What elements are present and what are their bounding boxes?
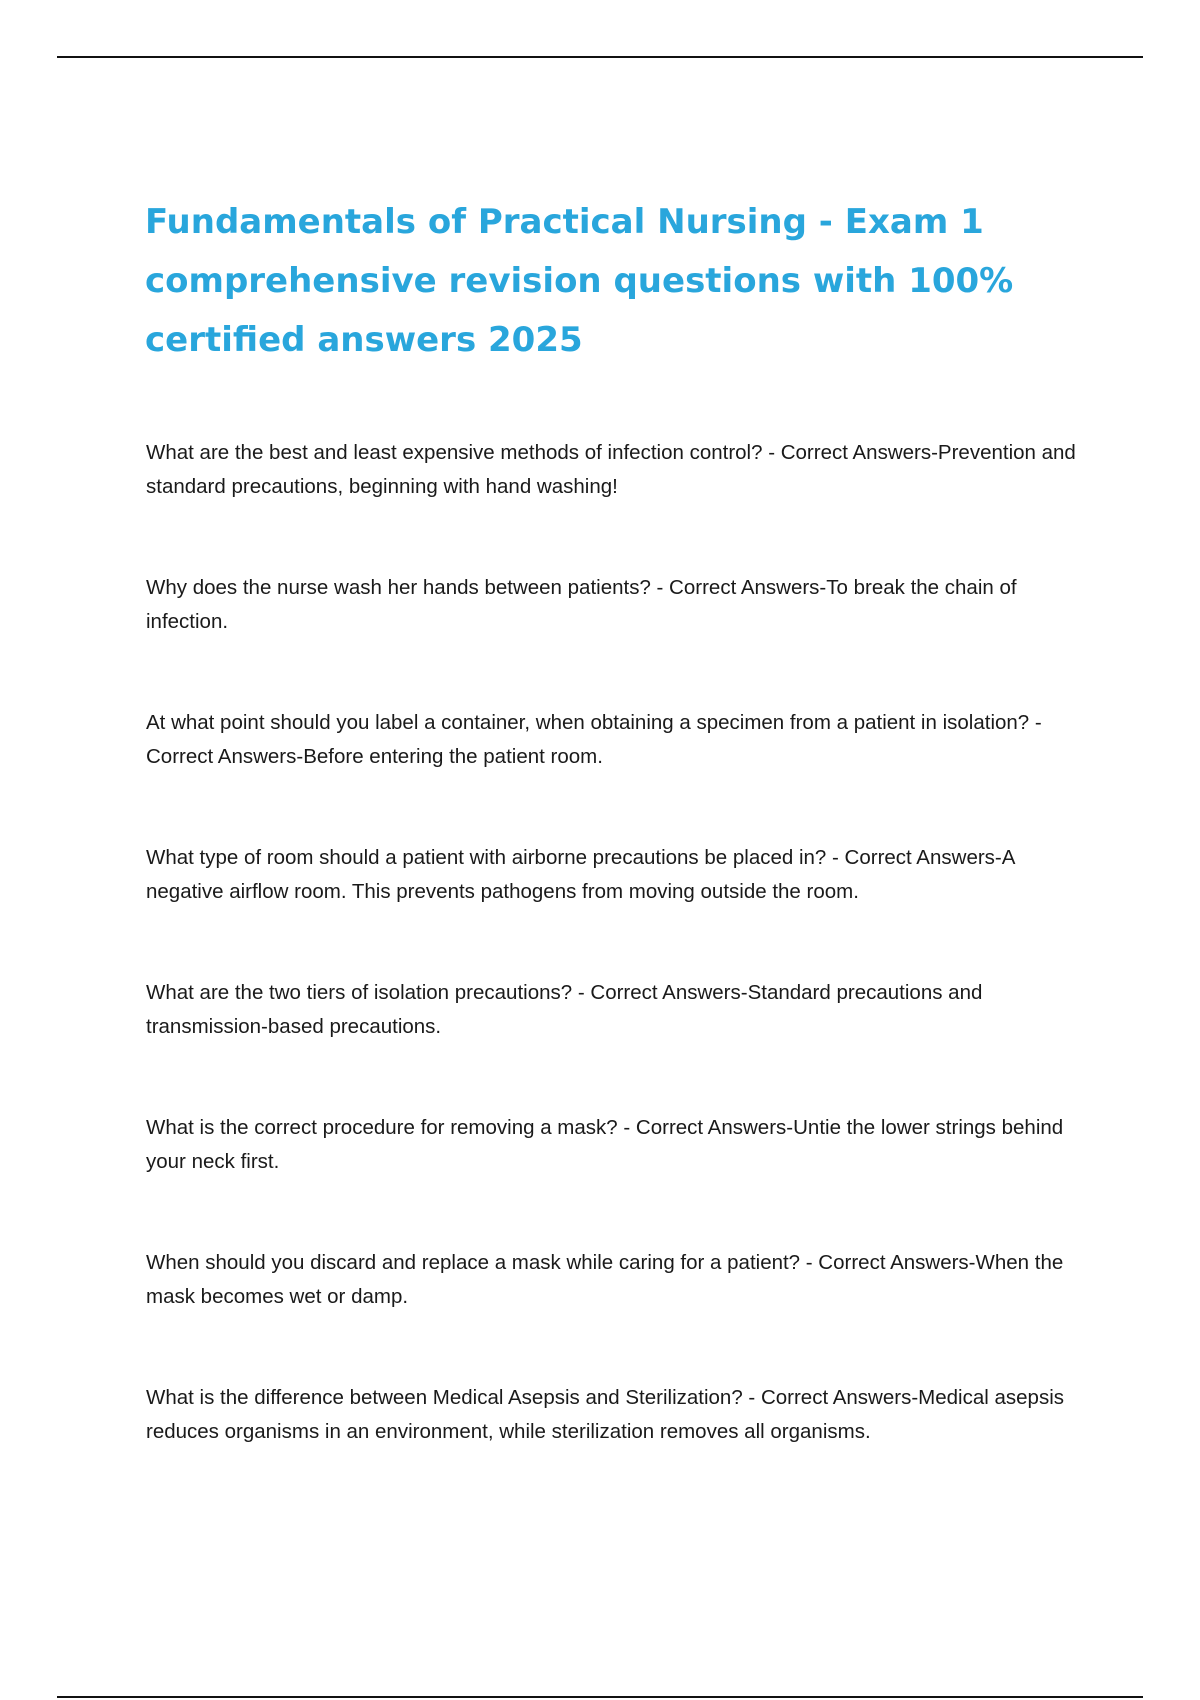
bottom-rule <box>57 1696 1143 1698</box>
qa-list <box>146 436 1096 1516</box>
qa-item-8: What is the difference between Medical Asepsis and Sterilization? - Correct Answers-Medical asepsis reduces organisms in an environment, while sterilization removes all organisms. <box>146 1386 1064 1443</box>
document-title: Fundamentals of Practical Nursing - Exam 1 comprehensive revision questions with 100% certified answers 2025 <box>145 202 1014 360</box>
qa-item-3: At what point should you label a container, when obtaining a specimen from a patient in isolation? - Correct Answers-Before entering the patient room. <box>146 711 1042 768</box>
top-rule <box>57 56 1143 58</box>
qa-item-2: Why does the nurse wash her hands between patients? - Correct Answers-To break the chain of infection. <box>146 576 1017 633</box>
qa-item-1: What are the best and least expensive methods of infection control? - Correct Answers-Prevention and standard precautions, beginning with hand washing! <box>146 441 1076 498</box>
qa-item-4: What type of room should a patient with airborne precautions be placed in? - Correct Answers-A negative airflow room. This prevents pathogens from moving outside the room. <box>146 846 1015 903</box>
qa-item-6: What is the correct procedure for removing a mask? - Correct Answers-Untie the lower strings behind your neck first. <box>146 1116 1064 1173</box>
qa-item-5: What are the two tiers of isolation precautions? - Correct Answers-Standard precautions and transmission-based precautions. <box>146 981 983 1038</box>
qa-item-7: When should you discard and replace a mask while caring for a patient? - Correct Answers-When the mask becomes wet or damp. <box>146 1251 1064 1308</box>
